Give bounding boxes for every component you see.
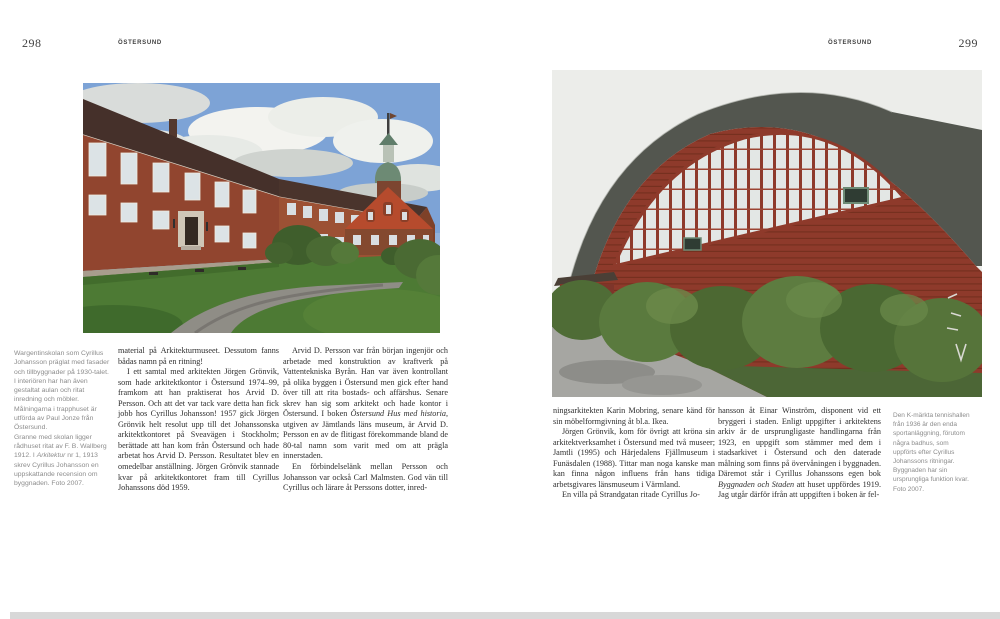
body-paragraph: material på Arkitekturmuseet. Dessutom fanns bådas namn på en ritning! [118, 346, 279, 366]
body-paragraph: Arvid D. Persson var från början ingenjör och arbetade med konstruktion av kraftverk på Vattentekniska Byrån. Han var även kontrollant på olika byggen i Östersund men gick efter hand över till att rita bostads- och affärshus. Senare skrev han sig som arkitekt och hade kontor i Östersund. I boken Östersund Hus med historia, utgiven av Jämtlands läns museum, är Arvid D. Persson en av de flitigast förekommande bland de 80-tal namn som varit med om att prägla innerstaden. [283, 346, 448, 461]
school-photo-illustration [83, 83, 440, 333]
page-bottom-edge [10, 612, 1000, 619]
margin-caption-left [14, 349, 111, 488]
tennis-hall-illustration [552, 70, 982, 397]
body-paragraph: En förbindelselänk mellan Persson och Johansson var också Carl Malmsten. God vän till Cyrillus och lärare åt Perssons dotter, inred- [283, 462, 448, 493]
running-head-right: ÖSTERSUND [828, 40, 872, 46]
body-column-1-left [118, 346, 279, 494]
caption-paragraph: Granne med skolan ligger rådhuset ritat av F. B. Wallberg 1912. I Arkitektur nr 1, 1913 skrev Cyrillus Johansson en uppskattande recension om byggnaden. Foto 2007. [14, 433, 107, 488]
green-window [844, 188, 868, 203]
body-column-2-right [718, 406, 881, 501]
entrance-door [185, 217, 198, 245]
body-paragraph: En villa på Strandgatan ritade Cyrillus Jo- [562, 490, 700, 500]
photo-tennis-hall [552, 70, 982, 397]
page-number-left: 298 [22, 36, 42, 50]
running-head-left: ÖSTERSUND [118, 40, 162, 46]
caption-paragraph: Wargentinskolan som Cyrillus Johansson präglat med fasader och tillbyggnader på 1930-talet. I interiören har han även gestaltat aulan och ritat inredning och möbler. Målningarna i trapphuset är utförda av Paul Jonze från Östersund. [14, 350, 110, 432]
body-column-1-right [553, 406, 715, 501]
body-paragraph: hansson åt Einar Winström, disponent vid ett bryggeri i staden. Enligt uppgifter i arkitektens arkiv är de ursprungligaste handlingarna från 1923, en uppgift som stämmer med dem i stadsarkivet i Östersund och den daterade målning som finns på övervåningen i byggnaden. Däremot står i Cyrillus Johanssons egen bok Byggnaden och Staden att huset uppfördes 1919. Jag utgår därför ifrån att uppgiften i boken är fel- [718, 406, 881, 500]
caption-paragraph: Den K-märkta tennishallen från 1936 är den enda sportanläggning, förutom några badhus, som uppförts efter Cyrillus Johanssons ritningar. Byggnaden har sin ursprungliga funktion kvar. Foto 2007. [893, 412, 970, 493]
body-paragraph: Jörgen Grönvik, kom för övrigt att kröna sin arkitektverksamhet i Östersund med två museer; Jamtli (1995) och Härjedalens Fjällmuseum i Funäsdalen (1988). Tittar man noga kanske man kan finna någon influens från hans tidiga arbetsgivares länsmuseum i Värmland. [553, 427, 715, 489]
green-window [684, 238, 701, 250]
margin-caption-right [893, 411, 971, 494]
body-paragraph: I ett samtal med arkitekten Jörgen Grönvik, som hade arkitektkontor i Östersund 1974–99, framkom att han praktiserat hos Arvid D. Persson. Och att det var tack vare detta han fick jobb hos Cyrillus Johansson! 1957 gick Jörgen Grönvik helt resolut upp till det Johanssonska arkitektkontoret på Sveavägen i Stockholm; berättade att han kom från Östersund och hade arbetat hos Arvid D. Persson. Resultatet blev en omedelbar anställning. Jörgen Grönvik stannade kvar på arkitektkontoret fram till Cyrillus Johanssons död 1959. [118, 367, 279, 493]
body-paragraph: ningsarkitekten Karin Mobring, senare känd för sin möbelformgivning åt bl.a. Ikea. [553, 406, 715, 426]
body-column-2-left [283, 346, 448, 494]
photo-wargentinskolan [83, 83, 440, 333]
page-number-right: 299 [958, 36, 978, 50]
